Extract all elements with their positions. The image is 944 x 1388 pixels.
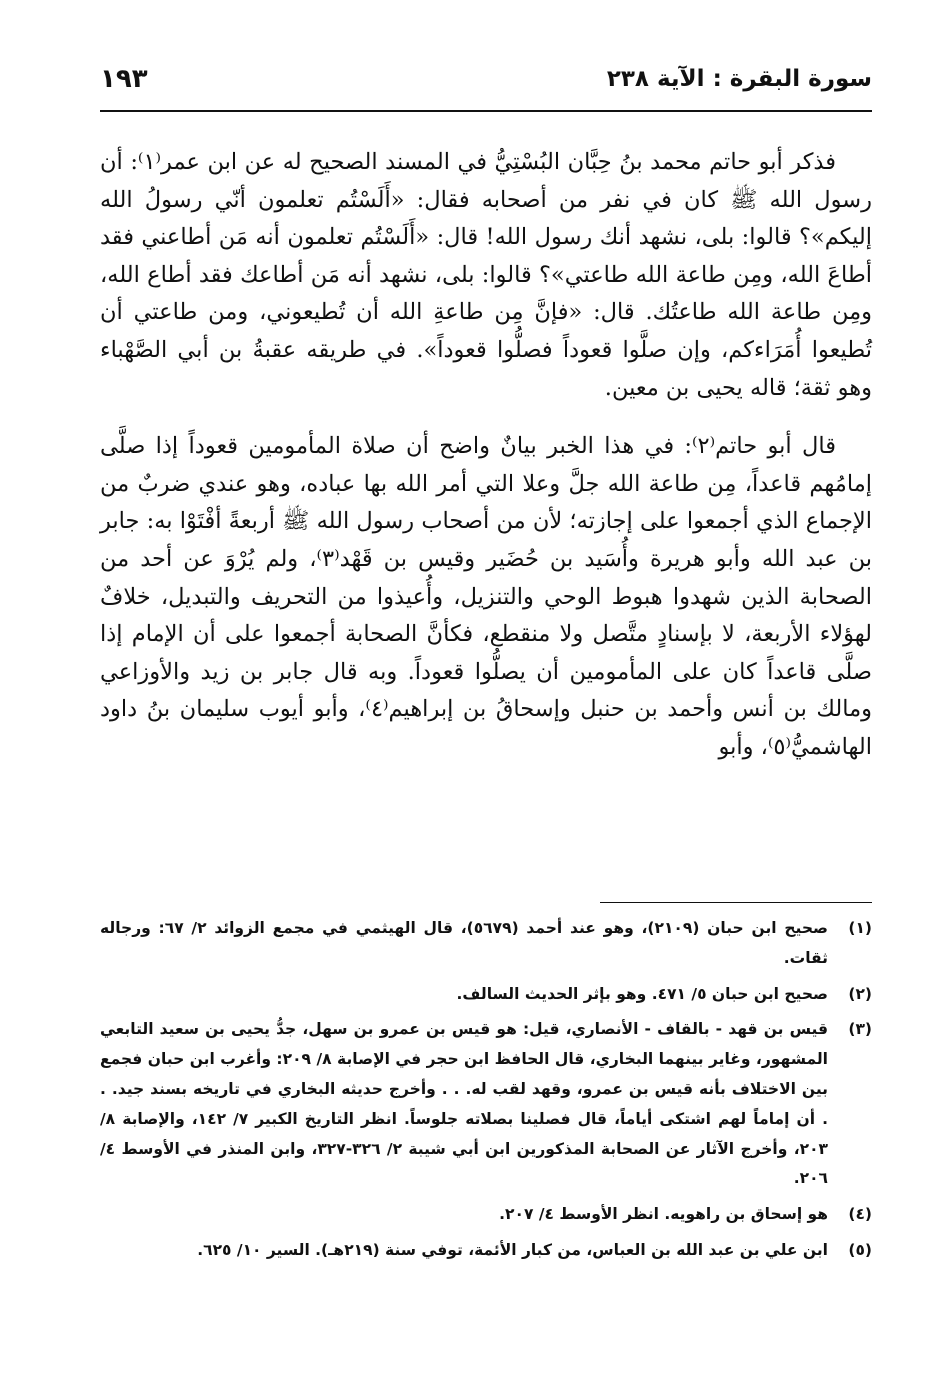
header-divider xyxy=(100,110,872,112)
footnote-number: (٢) xyxy=(848,984,872,1003)
footnote-item xyxy=(100,914,872,974)
running-title: سورة البقرة : الآية ٢٣٨ xyxy=(606,66,872,92)
body-paragraph: فذكر أبو حاتم محمد بنُ حِبَّان البُسْتِيُّ في المسند الصحيح له عن ابن عمر⁽١⁾: أن رسول الله ﷺ كان في نفر من أصحابه فقال: «أَلَسْتُم تعلمون أنّي رسولُ الله إليكم»؟ قالوا: بلى، نشهد أنك رسول الله! قال: «أَلَسْتُم تعلمون أنه مَن أطاعني فقد أطاعَ الله، ومِن طاعة الله طاعتي»؟ قالوا: بلى، نشهد أنه مَن أطاعك فقد أطاع الله، ومِن طاعة الله طاعتُك. قال: «فإنَّ مِن طاعةِ الله أن تُطيعوني، ومن طاعتي أن تُطيعوا أُمَرَاءكم، وإن صلَّوا قعوداً فصلُّوا قعوداً». في طريقه عقبةُ بن أبي الصَّهْباء وهو ثقة؛ قاله يحيى بن معين. xyxy=(100,149,872,401)
footnote-text: صحيح ابن حبان (٢١٠٩)، وهو عند أحمد (٥٦٧٩)، قال الهيثمي في مجمع الزوائد ٢/ ٦٧: ورجاله ثقات. xyxy=(100,919,828,967)
footnote-text: صحيح ابن حبان ٥/ ٤٧١. وهو بإثر الحديث السالف. xyxy=(456,984,828,1003)
footnote-item xyxy=(100,1236,872,1266)
footnote-item xyxy=(100,1200,872,1230)
footnote-number: (٥) xyxy=(848,1240,872,1259)
footnote-number: (٤) xyxy=(848,1205,872,1224)
footnote-number: (٣) xyxy=(848,1020,872,1039)
footnote-item xyxy=(100,1015,872,1194)
footnote-text: هو إسحاق بن راهويه. انظر الأوسط ٤/ ٢٠٧. xyxy=(499,1205,828,1224)
footnote-text: ابن علي بن عبد الله بن العباس، من كبار الأئمة، توفي سنة (٢١٩هـ). السير ١٠/ ٦٢٥. xyxy=(197,1240,828,1259)
footnotes xyxy=(100,914,872,1266)
footnote-text: قيس بن قهد - بالقاف - الأنصاري، قيل: هو قيس بن عمرو بن سهل، جدُّ يحيى بن سعيد التابعي المشهور، وغاير بينهما البخاري، قال الحافظ ابن حجر في الإصابة ٨/ ٢٠٩: وأغرب ابن حبان فجمع بين الاختلاف بأنه قيس بن عمرو، وقهد لقب له. . . وأخرج حديثه البخاري في تاريخه بسند جيد. . . أن إماماً لهم اشتكى أياماً، قال فصلينا بصلاته جلوساً. انظر التاريخ الكبير ٧/ ١٤٢، والإصابة ٨/ ٢٠٣، وأخرج الآثار عن الصحابة المذكورين ابن أبي شيبة ٢/ ٣٢٦-٣٢٧، وابن المنذر في الأوسط ٤/ ٢٠٦. xyxy=(100,1020,828,1188)
main-text xyxy=(100,144,872,767)
page-number: ١٩٣ xyxy=(100,64,148,94)
footnote-divider xyxy=(600,902,872,903)
page-header xyxy=(100,62,872,106)
footnote-item xyxy=(100,980,872,1010)
footnote-number: (١) xyxy=(848,919,872,937)
body-paragraph: قال أبو حاتم⁽٢⁾: في هذا الخبر بيانٌ واضح أن صلاة المأمومين قعوداً إذا صلَّى إمامُهم قاعداً، مِن طاعة الله جلَّ وعلا التي أمر الله بها عباده، وهو عندي ضربٌ من الإجماع الذي أجمعوا على إجازته؛ لأن من أصحاب رسول الله ﷺ أربعةً أفْتَوْا به: جابر بن عبد الله وأبو هريرة وأُسَيد بن حُضَير وقيس بن قَهْد⁽٣⁾، ولم يُرْوَ عن أحد من الصحابة الذين شهدوا هبوط الوحي والتنزيل، وأُعيذوا من التحريف والتبديل، خلافٌ لهؤلاء الأربعة، لا بإسنادٍ متَّصل ولا منقطع، فكأنَّ الصحابة أجمعوا على أن الإمام إذا صلَّى قاعداً كان على المأمومين أن يصلُّوا قعوداً. وبه قال جابر بن زيد والأوزاعي ومالك بن أنس وأحمد بن حنبل وإسحاقُ بن إبراهيم⁽٤⁾، وأبو أيوب سليمان بنُ داود الهاشميُّ⁽٥⁾، وأبو xyxy=(100,433,872,760)
